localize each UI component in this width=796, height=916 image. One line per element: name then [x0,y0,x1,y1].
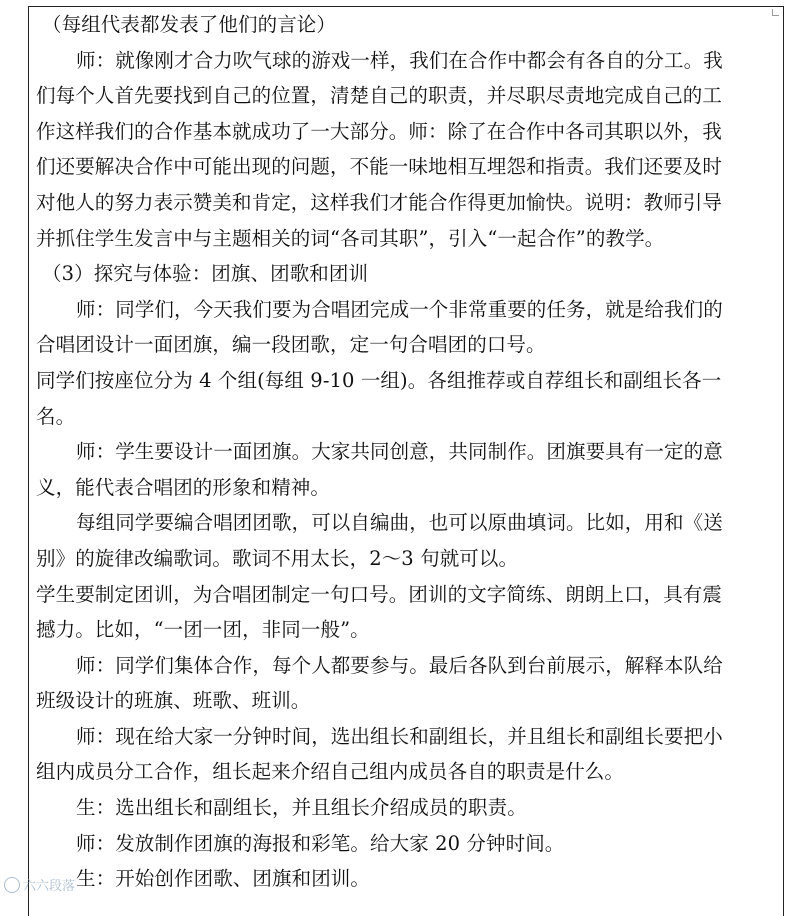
watermark [4,875,75,894]
paragraph-line: 学生要制定团训，为合唱团制定一句口号。团训的文字简练、朗朗上口，具有震 [36,582,723,606]
paragraph-line: 生：选出组长和副组长，并且组长介绍成员的职责。 [76,796,527,820]
paragraph-line: 义，能代表合唱团的形象和精神。 [36,475,331,499]
watermark-logo-icon [4,877,20,893]
paragraph-line: 师：同学们集体合作，每个人都要参与。最后各队到台前展示，解释本队给 [76,653,723,677]
paragraph-line: 们每个人首先要找到自己的位置，清楚自己的职责，并尽职尽责地完成自己的工 [36,84,723,108]
paragraph-line: 撼力。比如，“一团一团，非同一般”。 [36,618,370,642]
paragraph-line: 同学们按座位分为 4 个组(每组 9-10 一组)。各组推荐或自荐组长和副组长各一 [36,368,722,392]
paragraph-line: 名。 [36,404,76,428]
paragraph-line: 们还要解决合作中可能出现的问题，不能一味地相互埋怨和指责。我们还要及时 [36,155,723,179]
paragraph-line: 别》的旋律改编歌词。歌词不用太长，2～3 句就可以。 [36,546,519,570]
paragraph-line: 师：发放制作团旗的海报和彩笔。给大家 20 分钟时间。 [76,831,565,855]
section-heading: （3）探究与体验：团旗、团歌和团训 [42,262,369,286]
paragraph-line: 生：开始创作团歌、团旗和团训。 [76,867,371,891]
paragraph-line: 并抓住学生发言中与主题相关的词“各司其职”，引入“一起合作”的教学。 [36,226,665,250]
paragraph-line: （每组代表都发表了他们的言论） [42,13,337,36]
paragraph-line: 作这样我们的合作基本就成功了一大部分。师：除了在合作中各司其职以外，我 [36,119,723,143]
paragraph-line: 师：就像刚才合力吹气球的游戏一样，我们在合作中都会有各自的分工。我 [76,48,723,72]
document-body [36,7,782,897]
paragraph-line: 班级设计的班旗、班歌、班训。 [36,689,311,713]
paragraph-line: 组内成员分工合作，组长起来介绍自己组内成员各自的职责是什么。 [36,760,625,784]
paragraph-line: 每组同学要编合唱团团歌，可以自编曲，也可以原曲填词。比如，用和《送 [76,511,723,535]
paragraph-line: 师：同学们，今天我们要为合唱团完成一个非常重要的任务，就是给我们的 [76,297,723,321]
paragraph-line: 对他人的努力表示赞美和肯定，这样我们才能合作得更加愉快。说明：教师引导 [36,190,723,214]
paragraph-line: 合唱团设计一面团旗，编一段团歌，定一句合唱团的口号。 [36,333,546,357]
paragraph-line: 师：现在给大家一分钟时间，选出组长和副组长，并且组长和副组长要把小 [76,724,723,748]
paragraph-line: 师：学生要设计一面团旗。大家共同创意，共同制作。团旗要具有一定的意 [76,440,723,464]
watermark-text: 六六段落 [23,879,76,894]
